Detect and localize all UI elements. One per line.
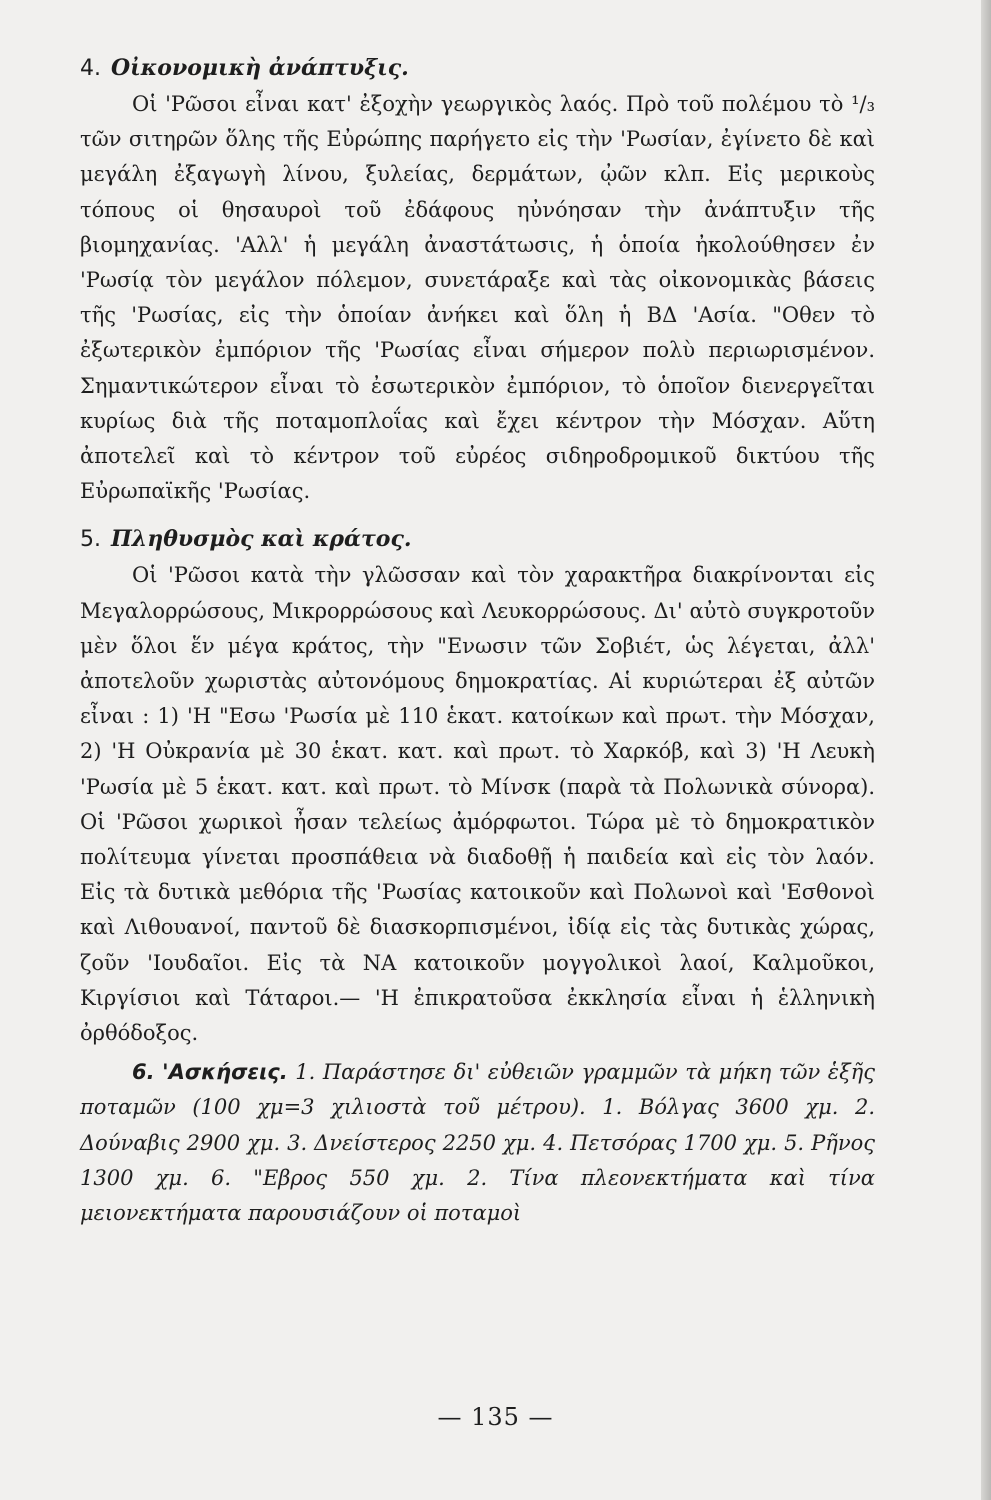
page-content bbox=[80, 50, 875, 1231]
section-6-number: 6. bbox=[132, 1060, 155, 1085]
section-4-number: 4. bbox=[80, 56, 101, 81]
page-edge-shadow bbox=[981, 0, 991, 1500]
section-4-heading bbox=[80, 50, 875, 87]
section-6-exercises bbox=[80, 1055, 875, 1231]
section-5-title: Πληθυσμὸς καὶ κράτος. bbox=[111, 526, 412, 553]
section-4-paragraph: Οἱ 'Ρῶσοι εἶναι κατ' ἐξοχὴν γεωργικὸς λαός. Πρὸ τοῦ πολέμου τὸ ¹/₃ τῶν σιτηρῶν ὅλης τῆς Εὐρώπης παρήγετο εἰς τὴν 'Ρωσίαν, ἐγίνετο δὲ καὶ μεγάλη ἐξαγωγὴ λίνου, ξυλείας, δερμάτων, ᾠῶν κλπ. Εἰς μερικοὺς τόπους οἱ θησαυροὶ τοῦ ἐδάφους ηὐνόησαν τὴν ἀνάπτυξιν τῆς βιομηχανίας. 'Αλλ' ἡ μεγάλη ἀναστάτωσις, ἡ ὁποία ἠκολούθησεν ἐν 'Ρωσίᾳ τὸν μεγάλον πόλεμον, συνετάραξε καὶ τὰς οἰκονομικὰς βάσεις τῆς 'Ρωσίας, εἰς τὴν ὁποίαν ἀνήκει καὶ ὅλη ἡ ΒΔ 'Ασία. "Οθεν τὸ ἐξωτερικὸν ἐμπόριον τῆς 'Ρωσίας εἶναι σήμερον πολὺ περιωρισμένον. Σημαντικώτερον εἶναι τὸ ἐσωτερικὸν ἐμπόριον, τὸ ὁποῖον διενεργεῖται κυρίως διὰ τῆς ποταμοπλοΐας καὶ ἔχει κέντρον τὴν Μόσχαν. Αὕτη ἀποτελεῖ καὶ τὸ κέντρον τοῦ εὐρέος σιδηροδρομικοῦ δικτύου τῆς Εὐρωπαϊκῆς 'Ρωσίας. bbox=[80, 92, 875, 504]
page-number: — 135 — bbox=[437, 1403, 554, 1431]
section-5-heading bbox=[80, 521, 875, 558]
section-6-label: 'Ασκήσεις. bbox=[162, 1060, 288, 1085]
section-4-title: Οἰκονομικὴ ἀνάπτυξις. bbox=[111, 55, 409, 81]
section-6-text: 1. Παράστησε δι' εὐθειῶν γραμμῶν τὰ μήκη τῶν ἑξῆς ποταμῶν (100 χμ=3 χιλιοστὰ τοῦ μέτρου). 1. Βόλγας 3600 χμ. 2. Δούναβις 2900 χμ. 3. Δνείστερος 2250 χμ. 4. Πετσόρας 1700 χμ. 5. Ρῆνος 1300 χμ. 6. "Εβρος 550 χμ. 2. Τίνα πλεονεκτήματα καὶ τίνα μειονεκτήματα παρουσιάζουν οἱ ποταμοὶ bbox=[80, 1060, 875, 1226]
section-5-number: 5. bbox=[80, 527, 101, 553]
section-5-paragraph: Οἱ 'Ρῶσοι κατὰ τὴν γλῶσσαν καὶ τὸν χαρακτῆρα διακρίνονται εἰς Μεγαλορρώσους, Μικρορρώσους καὶ Λευκορρώσους. Δι' αὐτὸ συγκροτοῦν μὲν ὅλοι ἕν μέγα κράτος, τὴν "Ενωσιν τῶν Σοβιέτ, ὡς λέγεται, ἀλλ' ἀποτελοῦν χωριστὰς αὐτονόμους δημοκρατίας. Αἱ κυριώτεραι ἐξ αὐτῶν εἶναι : 1) 'Η "Εσω 'Ρωσία μὲ 110 ἑκατ. κατοίκων καὶ πρωτ. τὴν Μόσχαν, 2) 'Η Οὐκρανία μὲ 30 ἑκατ. κατ. καὶ πρωτ. τὸ Χαρκόβ, καὶ 3) 'Η Λευκὴ 'Ρωσία μὲ 5 ἑκατ. κατ. καὶ πρωτ. τὸ Μίνσκ (παρὰ τὰ Πολωνικὰ σύνορα). Οἱ 'Ρῶσοι χωρικοὶ ἦσαν τελείως ἀμόρφωτοι. Τώρα μὲ τὸ δημοκρατικὸν πολίτευμα γίνεται προσπάθεια νὰ διαδοθῇ ἡ παιδεία καὶ εἰς τὸν λαόν. Εἰς τὰ δυτικὰ μεθόρια τῆς 'Ρωσίας κατοικοῦν καὶ Πολωνοὶ καὶ 'Εσθονοὶ καὶ Λιθουανοί, παντοῦ δὲ διασκορπισμένοι, ἰδίᾳ εἰς τὰς δυτικὰς χώρας, ζοῦν 'Ιουδαῖοι. Εἰς τὰ ΝΑ κατοικοῦν μογγολικοὶ λαοί, Καλμοῦκοι, Κιργίσιοι καὶ Τάταροι.— 'Η ἐπικρατοῦσα ἐκκλησία εἶναι ἡ ἑλληνικὴ ὀρθόδοξος. bbox=[80, 563, 875, 1046]
